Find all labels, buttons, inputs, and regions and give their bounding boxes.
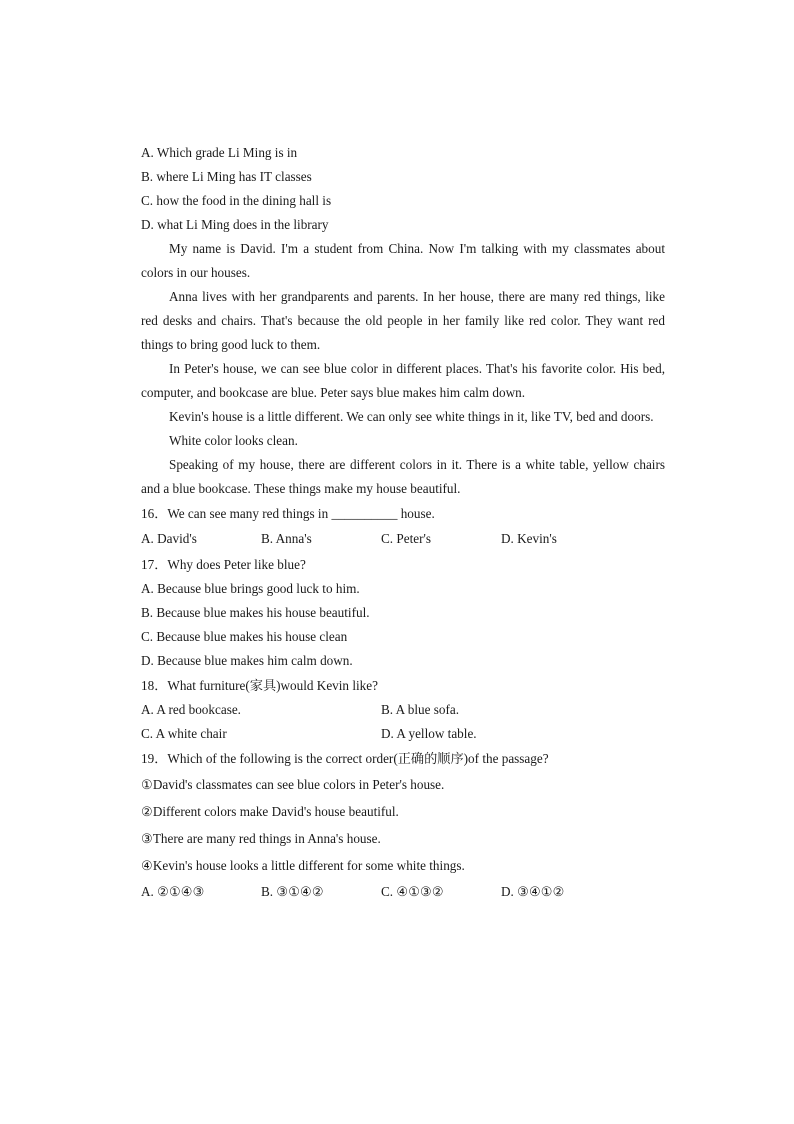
question-18-options-row-1	[141, 698, 665, 722]
q17-option-c: C. Because blue makes his house clean	[141, 629, 348, 644]
q19-statement-1: ①David's classmates can see blue colors in Peter's house.	[141, 777, 445, 792]
q19-option-a: A. ②①④③	[141, 884, 205, 899]
question-18-options-row-2	[141, 722, 665, 746]
q18-option-a: A. A red bookcase.	[141, 702, 241, 717]
worksheet-page	[141, 141, 665, 905]
passage-paragraph-6: Speaking of my house, there are different colors in it. There is a white table, yellow chairs and a blue bookcase. These things make my house beautiful.	[141, 457, 665, 496]
q18-option-d: D. A yellow table.	[381, 726, 477, 741]
passage-paragraph-3: In Peter's house, we can see blue color in different places. That's his favorite color. His bed, computer, and bookcase are blue. Peter says blue makes him calm down.	[141, 361, 665, 400]
question-18-stem: 18．What furniture(家具)would Kevin like?	[141, 678, 378, 693]
q16-option-a: A. David's	[141, 531, 197, 546]
q18-option-b: B. A blue sofa.	[381, 702, 460, 717]
question-19-options	[141, 879, 665, 905]
passage-paragraph-2: Anna lives with her grandparents and parents. In her house, there are many red things, like red desks and chairs. That's because the old people in her family like red color. They want red things to bring good luck to them.	[141, 289, 665, 352]
q17-option-b: B. Because blue makes his house beautiful.	[141, 605, 370, 620]
q17-option-a: A. Because blue brings good luck to him.	[141, 581, 360, 596]
q19-statement-2: ②Different colors make David's house beautiful.	[141, 804, 399, 819]
q16-option-c: C. Peter's	[381, 531, 431, 546]
q18-option-c: C. A white chair	[141, 726, 227, 741]
q17-option-d: D. Because blue makes him calm down.	[141, 653, 353, 668]
q16-option-d: D. Kevin's	[501, 531, 557, 546]
q16-option-b: B. Anna's	[261, 531, 312, 546]
prev-option-c: C. how the food in the dining hall is	[141, 193, 332, 208]
q19-option-d: D. ③④①②	[501, 884, 565, 899]
q19-statement-4: ④Kevin's house looks a little different for some white things.	[141, 858, 465, 873]
question-17-stem: 17．Why does Peter like blue?	[141, 557, 306, 572]
question-16-stem: 16．We can see many red things in __________ house.	[141, 506, 435, 521]
question-16-options	[141, 526, 665, 552]
q19-option-b: B. ③①④②	[261, 884, 324, 899]
q19-statement-3: ③There are many red things in Anna's house.	[141, 831, 381, 846]
q19-option-c: C. ④①③②	[381, 884, 444, 899]
question-19-stem: 19．Which of the following is the correct order(正确的顺序)of the passage?	[141, 751, 549, 766]
passage-paragraph-1: My name is David. I'm a student from China. Now I'm talking with my classmates about colors in our houses.	[141, 241, 665, 280]
prev-option-d: D. what Li Ming does in the library	[141, 217, 329, 232]
passage-paragraph-5: White color looks clean.	[169, 433, 298, 448]
passage-paragraph-4: Kevin's house is a little different. We can only see white things in it, like TV, bed and doors.	[169, 409, 654, 424]
prev-option-b: B. where Li Ming has IT classes	[141, 169, 312, 184]
prev-option-a: A. Which grade Li Ming is in	[141, 145, 298, 160]
